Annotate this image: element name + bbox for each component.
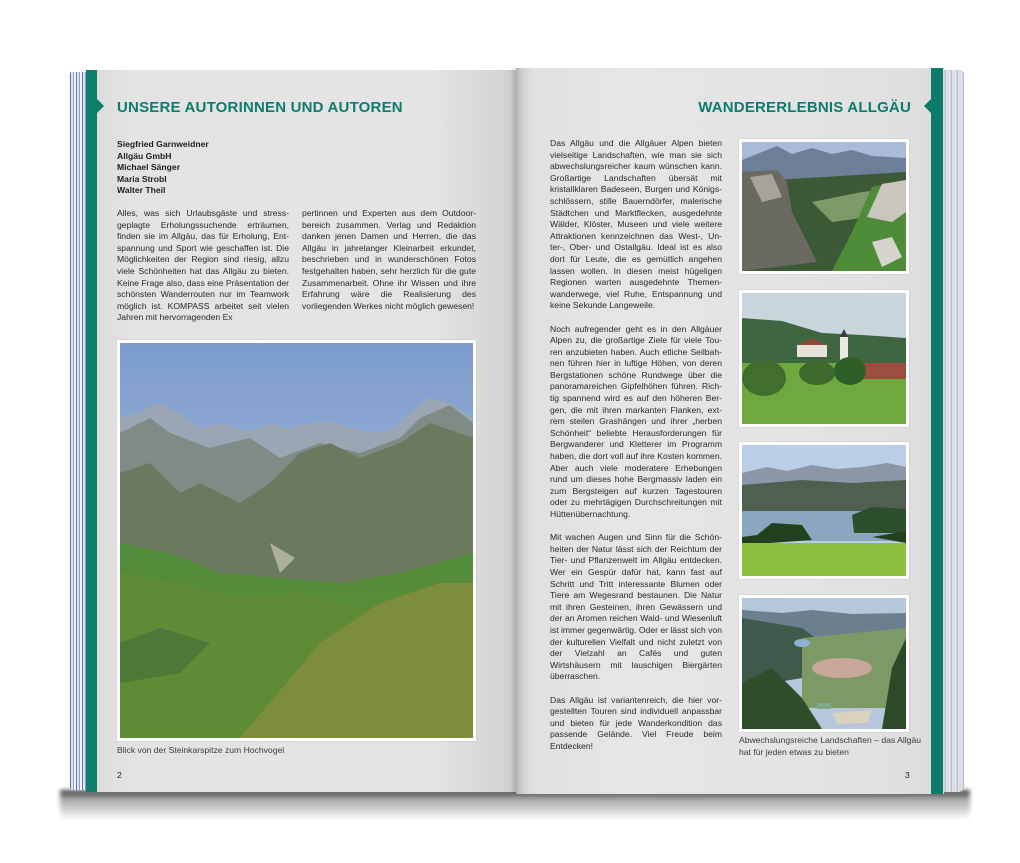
accent-bar-right — [931, 68, 943, 794]
page-edges-left — [68, 72, 86, 790]
main-photo-caption: Blick von der Steinkarspitze zum Hochvogel — [117, 745, 285, 755]
photo-frame-1 — [739, 139, 909, 274]
author-name: Maria Strobl — [117, 173, 167, 184]
left-page-title: UNSERE AUTORINNEN UND AUTOREN — [117, 99, 403, 116]
photo-frame-4 — [739, 595, 909, 732]
book-gutter — [510, 68, 524, 794]
tab-marker-right-icon — [924, 99, 931, 113]
alpine-lake-photo-icon — [742, 445, 906, 576]
paragraph: Das Allgäu und die Allgäuer Alpen bieten vielseitige Landschaften, wie man sie sich abwechslungsreicher kaum wünschen kann. Großartige Landschaften übersät mit kristallklaren Badeseen, Burgen und Königsschlössern, stille Bauerndörfer, malerische Städtchen und Marktflecken, ausgedehnte Wälder, Klöster, Museen und viele weitere Attraktionen kennzeichnen das West-, Unter-, Ober- und Ostallgäu. Ideal ist es also dort für Leute, die es gemütlich angehen lassen wollen. In diesen meist hügeligen Regionen warten ausgedehnte Themenwanderwege, viel Ruhe, Entspannung und keine Sekunde Langeweile. — [550, 138, 722, 311]
accent-bar-left — [86, 70, 97, 792]
paragraph: Mit wachen Augen und Sinn für die Schönheiten der Natur lässt sich der Reichtum der Tier- und Pflanzenwelt im Allgäu entdecken. Wer ein Gespür dafür hat, kann fast auf Schritt und Tritt interessante Blumen oder Tiere am Wegesrand bestaunen. Die Natur mit ihren Gesteinen, ihren Gewässern und der an Aromen reichen Wald- und Wiesenluft ist immer gegenwärtig. Oder er lässt sich von der kulturellen Vielfalt und nicht zuletzt von der Vielzahl an Cafés und guten Wirtshäusern mit lauschigen Biergärten überraschen. — [550, 532, 722, 682]
page-number-right: 3 — [905, 770, 910, 780]
author-name: Walter Theil — [117, 185, 166, 196]
right-page-title: WANDERERLEBNIS ALLGÄU — [698, 99, 911, 116]
author-name: Allgäu GmbH — [117, 150, 172, 161]
author-name: Siegfried Garnweidner — [117, 139, 209, 149]
photos-caption: Abwechslungsreiche Landschaften – das Allgäu hat für jeden etwas zu bieten — [739, 735, 922, 757]
village-church-photo-icon — [742, 293, 906, 424]
intro-text-column-2 — [302, 208, 476, 324]
rocky-gorge-photo-icon — [742, 142, 906, 271]
paragraph: Das Allgäu ist variantenreich, die hier vorgestellten Touren sind individuell anpassbar und bieten für jede Wanderkondition das passende Gelände. Viel Freude beim Entdecken! — [550, 694, 722, 751]
photo-frame-3 — [739, 442, 909, 579]
book-shadow — [60, 790, 970, 820]
paragraph: pertinnen und Experten aus dem Outdoorbereich zusammen. Verlag und Redaktion danken jenen Damen und Herren, die das Allgäu in jahrelanger Kleinarbeit erkundet, beschrieben und in wunderschönen Fotos festgehalten haben, sehr herzlich für die gute Zusammenarbeit. Ohne ihr Wissen und ihre Erfahrung wäre die Realisierung des vorliegenden Werkes nicht möglich gewesen! — [302, 208, 476, 311]
page-number-left: 2 — [117, 770, 122, 780]
photo-frame-2 — [739, 290, 909, 427]
mountain-landscape-photo-icon — [120, 343, 473, 738]
tab-marker-left-icon — [97, 99, 104, 113]
author-name: Michael Sänger — [117, 162, 181, 173]
paragraph: Noch aufregender geht es in den Allgäuer Alpen zu, die großartige Ziele für viele Touren anzubieten haben. Auch etliche Seilbahnen führen hier in luftige Höhen, von deren Bergstationen schöne Rundwege über die panoramareichen Gipfelhöhen führen. Richtig spannend wird es auf den höheren Bergen, die mit ihren markanten Flanken, extrem steilen Grashängen und ihrer „herben Schönheit“ beliebte Herausforderungen für Bergwanderer und Kletterer im Programm haben, die dort voll auf ihre Kosten kommen. Aber auch viele moderatere Erhebungen rund um dieses hohe Bergmassiv laden ein zum Bergsteigen auf kurzen Tagestouren oder zu mehrtägigen Durchschreitungen mit Hüttenübernachtung. — [550, 323, 722, 519]
author-list — [117, 139, 209, 197]
paragraph: Alles, was sich Urlaubsgäste und stressgeplagte Erholungssuchende erträumen, finden sie im Allgäu, das für Erholung, Entspannung und Sport wie geschaffen ist. Die Möglichkeiten der Region sind riesig, allzu viele Schönheiten hat das Allgäu zu bieten. Keine Frage also, dass eine Präsentation der schönsten Wanderrouten nur im Teamwork möglich ist. KOMPASS arbeitet seit vielen Jahren mit hervorragenden Ex — [117, 208, 289, 323]
main-photo-frame — [117, 340, 476, 741]
page-edges-right — [942, 70, 964, 792]
valley-town-photo-icon — [742, 598, 906, 729]
body-text-column — [550, 138, 722, 764]
intro-text-column-1 — [117, 208, 289, 336]
